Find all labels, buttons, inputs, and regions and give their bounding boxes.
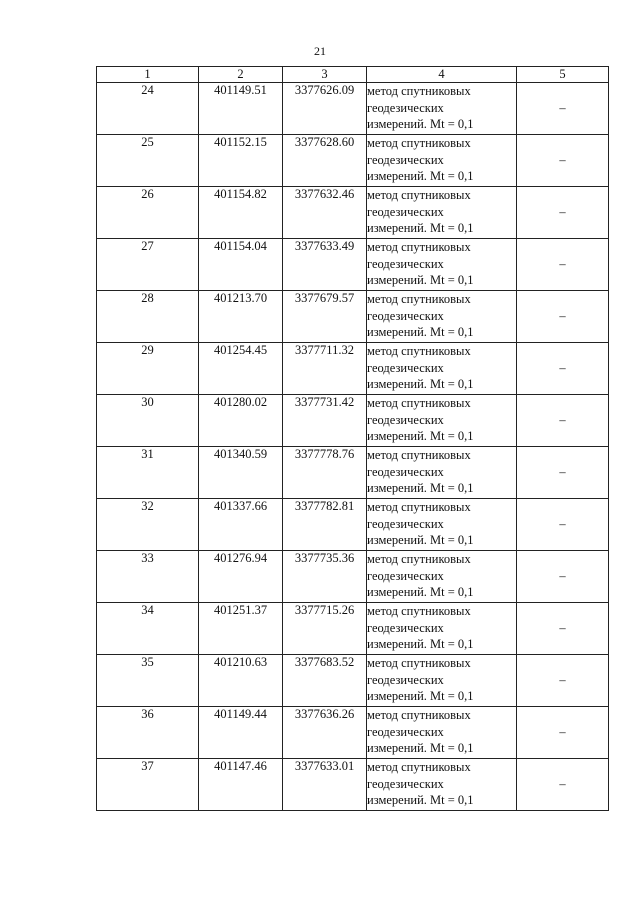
method-text-line: метод спутниковых [367,292,471,306]
method-text-line: измерений. Mt = 0,1 [367,273,474,287]
note-cell: – [517,135,609,187]
point-number-cell: 35 [97,655,199,707]
point-number-cell: 28 [97,291,199,343]
table-row [97,395,609,447]
y-coordinate-cell: 3377633.01 [283,759,367,811]
y-coordinate-cell: 3377683.52 [283,655,367,707]
table-row [97,239,609,291]
method-text-line: геодезических [367,412,444,427]
method-text-line: геодезических [367,152,444,167]
method-cell [367,343,517,395]
method-cell [367,135,517,187]
y-coordinate-cell: 3377731.42 [283,395,367,447]
method-text-line: метод спутниковых [367,760,471,774]
method-text-line: геодезических [367,672,444,687]
table-row [97,187,609,239]
method-text-line: метод спутниковых [367,240,471,254]
note-cell: – [517,447,609,499]
method-text-line: метод спутниковых [367,396,471,410]
method-text-line: измерений. Mt = 0,1 [367,429,474,443]
method-cell [367,83,517,135]
method-text-line: метод спутниковых [367,188,471,202]
point-number-cell: 26 [97,187,199,239]
method-text-line: метод спутниковых [367,604,471,618]
table-row [97,759,609,811]
x-coordinate-cell: 401154.82 [199,187,283,239]
table-row [97,603,609,655]
y-coordinate-cell: 3377632.46 [283,187,367,239]
method-cell [367,395,517,447]
y-coordinate-cell: 3377626.09 [283,83,367,135]
y-coordinate-cell: 3377636.26 [283,707,367,759]
method-text-line: геодезических [367,100,444,115]
note-cell: – [517,707,609,759]
page-number: 21 [314,44,326,58]
point-number-cell: 31 [97,447,199,499]
table-row [97,655,609,707]
column-header-1: 1 [97,67,199,83]
method-text-line: геодезических [367,308,444,323]
method-text-line: измерений. Mt = 0,1 [367,377,474,391]
note-cell: – [517,395,609,447]
point-number-cell: 24 [97,83,199,135]
method-text-line: метод спутниковых [367,708,471,722]
note-cell: – [517,603,609,655]
note-cell: – [517,187,609,239]
method-cell [367,603,517,655]
method-text-line: геодезических [367,256,444,271]
method-text-line: измерений. Mt = 0,1 [367,169,474,183]
y-coordinate-cell: 3377711.32 [283,343,367,395]
point-number-cell: 29 [97,343,199,395]
method-text-line: измерений. Mt = 0,1 [367,741,474,755]
x-coordinate-cell: 401340.59 [199,447,283,499]
point-number-cell: 37 [97,759,199,811]
point-number-cell: 36 [97,707,199,759]
method-cell [367,707,517,759]
method-cell [367,551,517,603]
y-coordinate-cell: 3377715.26 [283,603,367,655]
table-row [97,135,609,187]
method-text-line: геодезических [367,724,444,739]
x-coordinate-cell: 401280.02 [199,395,283,447]
method-text-line: метод спутниковых [367,552,471,566]
method-cell [367,655,517,707]
y-coordinate-cell: 3377628.60 [283,135,367,187]
y-coordinate-cell: 3377735.36 [283,551,367,603]
note-cell: – [517,499,609,551]
method-text-line: измерений. Mt = 0,1 [367,481,474,495]
method-text-line: измерений. Mt = 0,1 [367,585,474,599]
x-coordinate-cell: 401147.46 [199,759,283,811]
x-coordinate-cell: 401337.66 [199,499,283,551]
method-text-line: метод спутниковых [367,136,471,150]
method-text-line: метод спутниковых [367,500,471,514]
method-text-line: геодезических [367,568,444,583]
method-text-line: измерений. Mt = 0,1 [367,117,474,131]
point-number-cell: 27 [97,239,199,291]
method-cell [367,759,517,811]
x-coordinate-cell: 401152.15 [199,135,283,187]
x-coordinate-cell: 401154.04 [199,239,283,291]
table-row [97,551,609,603]
method-text-line: метод спутниковых [367,84,471,98]
column-header-2: 2 [199,67,283,83]
note-cell: – [517,655,609,707]
y-coordinate-cell: 3377778.76 [283,447,367,499]
method-text-line: измерений. Mt = 0,1 [367,325,474,339]
x-coordinate-cell: 401213.70 [199,291,283,343]
table-header-row [97,67,609,83]
table-row [97,707,609,759]
method-cell [367,291,517,343]
method-text-line: измерений. Mt = 0,1 [367,637,474,651]
table-row [97,447,609,499]
method-text-line: геодезических [367,776,444,791]
point-number-cell: 30 [97,395,199,447]
method-cell [367,499,517,551]
x-coordinate-cell: 401276.94 [199,551,283,603]
x-coordinate-cell: 401210.63 [199,655,283,707]
method-text-line: измерений. Mt = 0,1 [367,793,474,807]
x-coordinate-cell: 401149.51 [199,83,283,135]
point-number-cell: 33 [97,551,199,603]
method-text-line: измерений. Mt = 0,1 [367,221,474,235]
method-cell [367,239,517,291]
table-row [97,83,609,135]
column-header-4: 4 [367,67,517,83]
point-number-cell: 25 [97,135,199,187]
y-coordinate-cell: 3377633.49 [283,239,367,291]
note-cell: – [517,83,609,135]
point-number-cell: 34 [97,603,199,655]
point-number-cell: 32 [97,499,199,551]
method-text-line: измерений. Mt = 0,1 [367,689,474,703]
method-text-line: измерений. Mt = 0,1 [367,533,474,547]
note-cell: – [517,343,609,395]
method-text-line: метод спутниковых [367,344,471,358]
x-coordinate-cell: 401254.45 [199,343,283,395]
note-cell: – [517,239,609,291]
method-text-line: геодезических [367,516,444,531]
note-cell: – [517,759,609,811]
note-cell: – [517,551,609,603]
note-cell: – [517,291,609,343]
method-text-line: геодезических [367,464,444,479]
coordinates-table [96,66,609,811]
table-row [97,499,609,551]
y-coordinate-cell: 3377782.81 [283,499,367,551]
x-coordinate-cell: 401251.37 [199,603,283,655]
method-text-line: геодезических [367,360,444,375]
method-text-line: метод спутниковых [367,448,471,462]
method-cell [367,187,517,239]
method-cell [367,447,517,499]
method-text-line: геодезических [367,204,444,219]
method-text-line: метод спутниковых [367,656,471,670]
method-text-line: геодезических [367,620,444,635]
table-row [97,343,609,395]
y-coordinate-cell: 3377679.57 [283,291,367,343]
column-header-5: 5 [517,67,609,83]
table-row [97,291,609,343]
x-coordinate-cell: 401149.44 [199,707,283,759]
column-header-3: 3 [283,67,367,83]
